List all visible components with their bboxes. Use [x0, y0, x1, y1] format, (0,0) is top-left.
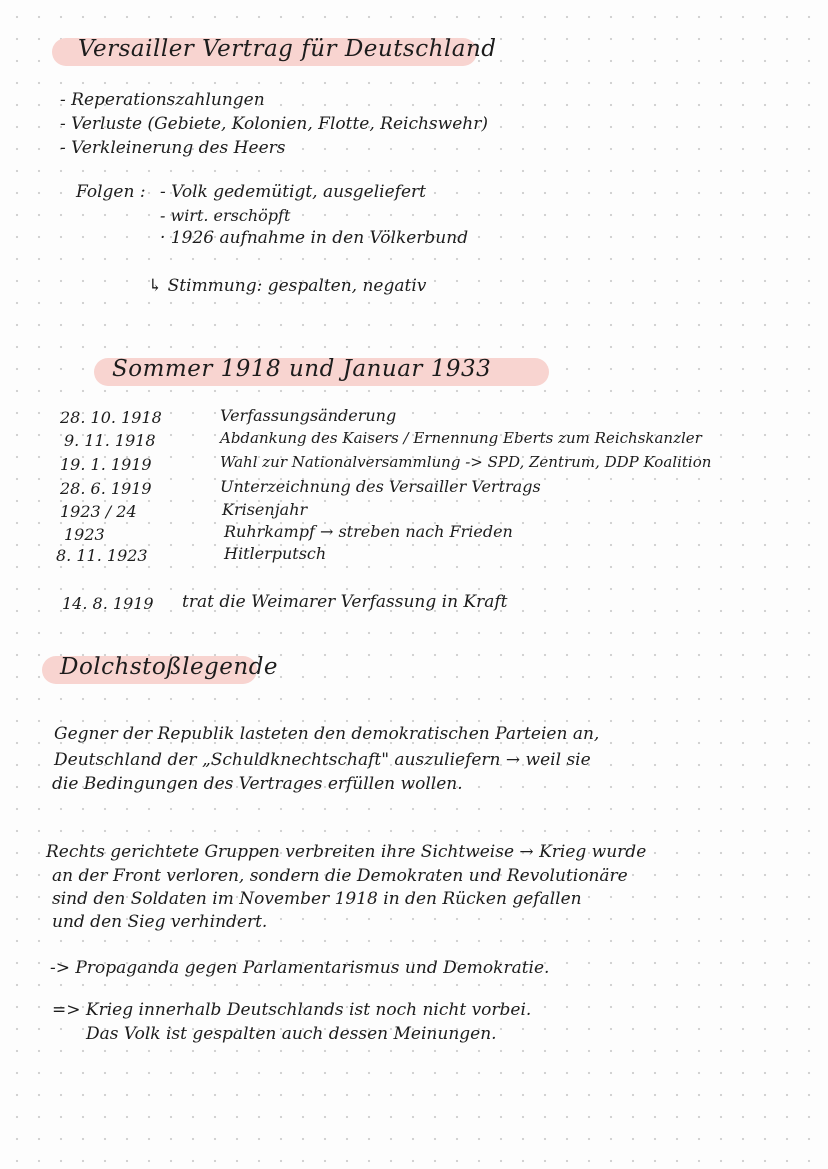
timeline-date: 8. 11. 1923 — [56, 546, 148, 565]
bullet-losses: - Verluste (Gebiete, Kolonien, Flotte, Reichswehr) — [60, 114, 488, 134]
paragraph-line: die Bedingungen des Vertrages erfüllen wollen. — [52, 774, 463, 794]
timeline-date: 1923 / 24 — [60, 502, 137, 521]
paragraph-line: Deutschland der „Schuldknechtschaft" auszuliefern → weil sie — [54, 750, 591, 770]
bullet-army: - Verkleinerung des Heers — [60, 138, 286, 158]
timeline-event: Hitlerputsch — [224, 544, 327, 563]
bullet-reparations: - Reperationszahlungen — [60, 90, 265, 110]
folgen-item: - Volk gedemütigt, ausgeliefert — [160, 182, 426, 202]
stimmung-line: ↳ Stimmung: gespalten, negativ — [148, 276, 427, 296]
folgen-item: · 1926 aufnahme in den Völkerbund — [160, 228, 469, 248]
section-title-dolchstoss: Dolchstoßlegende — [60, 654, 279, 680]
paragraph-line: Rechts gerichtete Gruppen verbreiten ihre Sichtweise → Krieg wurde — [46, 842, 647, 862]
section-title-timeline: Sommer 1918 und Januar 1933 — [112, 356, 492, 382]
timeline-date: 9. 11. 1918 — [64, 431, 156, 450]
timeline-event: Abdankung des Kaisers / Ernennung Eberts zum Reichskanzler — [220, 429, 702, 447]
folgen-label: Folgen : — [76, 182, 146, 202]
timeline-event: Ruhrkampf → streben nach Frieden — [224, 522, 513, 541]
timeline-event: Wahl zur Nationalversammlung -> SPD, Zentrum, DDP Koalition — [220, 453, 712, 471]
weimar-text: trat die Weimarer Verfassung in Kraft — [182, 592, 508, 612]
paragraph-line: sind den Soldaten im November 1918 in den Rücken gefallen — [52, 889, 582, 909]
timeline-date: 28. 6. 1919 — [60, 479, 152, 498]
section-title-versailles: Versailler Vertrag für Deutschland — [78, 36, 497, 62]
folgen-item: - wirt. erschöpft — [160, 206, 291, 225]
timeline-date: 1923 — [64, 525, 105, 544]
paragraph-line: an der Front verloren, sondern die Demokraten und Revolutionäre — [52, 866, 628, 886]
paragraph-line: und den Sieg verhindert. — [52, 912, 268, 932]
timeline-event: Verfassungsänderung — [220, 406, 397, 425]
propaganda-line: -> Propaganda gegen Parlamentarismus und Demokratie. — [50, 958, 550, 978]
conclusion-line: => Krieg innerhalb Deutschlands ist noch nicht vorbei. — [52, 1000, 532, 1020]
timeline-event: Krisenjahr — [222, 500, 308, 519]
timeline-event: Unterzeichnung des Versailler Vertrags — [220, 477, 541, 496]
weimar-date: 14. 8. 1919 — [62, 594, 154, 613]
timeline-date: 28. 10. 1918 — [60, 408, 162, 427]
paragraph-line: Gegner der Republik lasteten den demokratischen Parteien an, — [54, 724, 600, 744]
timeline-date: 19. 1. 1919 — [60, 455, 152, 474]
conclusion-line: Das Volk ist gespalten auch dessen Meinungen. — [86, 1024, 497, 1044]
